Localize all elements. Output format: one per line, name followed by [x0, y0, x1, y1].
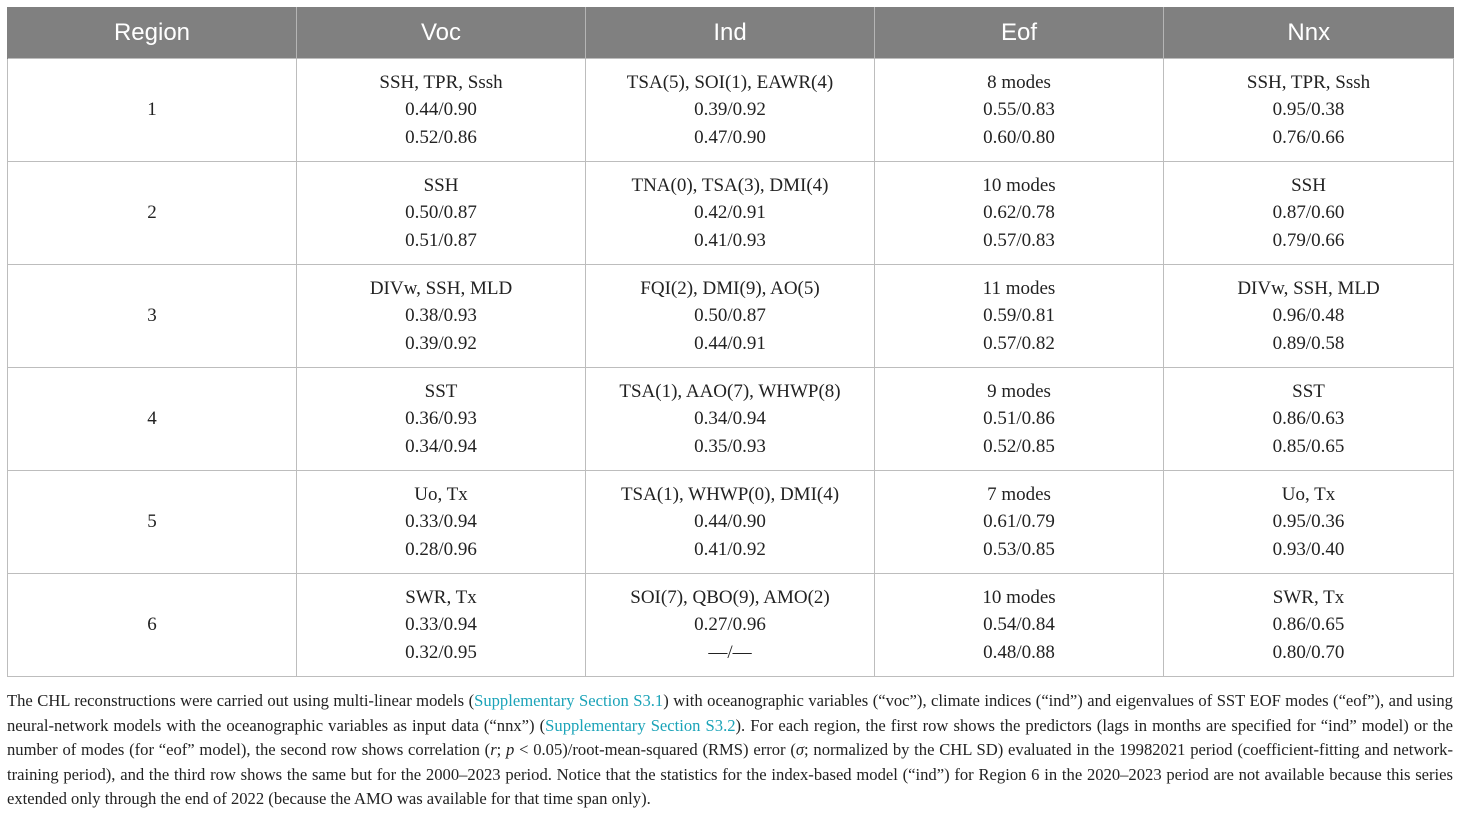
supplementary-link-s3-1[interactable]: Supplementary Section S3.1	[474, 691, 664, 710]
nnx-cell-line: SWR, Tx	[1272, 586, 1345, 608]
ind-cell-line: 0.27/0.96	[694, 614, 766, 636]
ind-cell-line: 0.44/0.91	[694, 332, 766, 354]
ind-cell	[586, 574, 875, 677]
ind-cell-line: TNA(0), TSA(3), DMI(4)	[631, 174, 829, 196]
eof-cell-line: 11 modes	[982, 277, 1056, 299]
voc-cell-line: 0.51/0.87	[405, 229, 477, 251]
ind-cell-line: SOI(7), QBO(9), AMO(2)	[630, 586, 830, 608]
header-region: Region	[8, 7, 297, 59]
eof-cell-line: 0.61/0.79	[983, 511, 1055, 533]
footnote-text: ;	[496, 740, 507, 759]
eof-cell-line: 0.60/0.80	[983, 126, 1055, 148]
eof-cell-line: 0.57/0.83	[983, 229, 1055, 251]
region-cell: 3	[8, 265, 297, 368]
nnx-cell	[1164, 368, 1454, 471]
nnx-cell-line: DIVw, SSH, MLD	[1237, 277, 1380, 299]
voc-cell-line: Uo, Tx	[414, 483, 468, 505]
voc-cell-line: SSH	[423, 174, 459, 196]
table-row	[8, 471, 1454, 574]
voc-cell-line: 0.39/0.92	[405, 332, 477, 354]
eof-cell	[875, 265, 1164, 368]
nnx-cell	[1164, 574, 1454, 677]
eof-cell	[875, 59, 1164, 162]
voc-cell-line: 0.32/0.95	[405, 641, 477, 663]
region-cell: 5	[8, 471, 297, 574]
nnx-cell	[1164, 162, 1454, 265]
eof-cell-line: 0.54/0.84	[983, 614, 1055, 636]
ind-cell-line: 0.41/0.92	[694, 538, 766, 560]
voc-cell-line: DIVw, SSH, MLD	[369, 277, 513, 299]
voc-cell-line: SSH, TPR, Sssh	[379, 71, 503, 93]
footnote-text: ). For each region, the first row shows the predictors (lags in months are specified for “ind” model) or the number of modes (for “eof” model), the second row shows correlation (	[7, 715, 1453, 759]
nnx-cell-line: 0.80/0.70	[1272, 641, 1345, 663]
eof-cell-line: 0.59/0.81	[983, 305, 1055, 327]
eof-cell-line: 0.62/0.78	[983, 202, 1055, 224]
ind-cell-line: TSA(1), WHWP(0), DMI(4)	[620, 483, 840, 505]
eof-cell-line: 0.52/0.85	[983, 435, 1055, 457]
nnx-cell-line: SSH, TPR, Sssh	[1246, 71, 1371, 93]
ind-cell-line: 0.47/0.90	[694, 126, 766, 148]
voc-cell-line: SST	[424, 380, 458, 402]
ind-cell-line: 0.41/0.93	[694, 229, 766, 251]
footnote-text: < 0.05)/root-mean-squared (RMS) error (	[514, 740, 796, 759]
region-cell: 1	[8, 59, 297, 162]
header-ind: Ind	[586, 7, 875, 59]
nnx-cell	[1164, 265, 1454, 368]
ind-cell-line: TSA(1), AAO(7), WHWP(8)	[619, 380, 841, 402]
voc-cell-line: 0.44/0.90	[405, 99, 477, 121]
eof-cell	[875, 162, 1164, 265]
ind-cell-line: 0.34/0.94	[694, 408, 766, 430]
footnote-symbol-r: r	[490, 740, 497, 759]
ind-cell	[586, 471, 875, 574]
region-cell: 4	[8, 368, 297, 471]
footnote-text: The CHL reconstructions were carried out using multi-linear models (	[7, 691, 475, 710]
ind-cell	[586, 265, 875, 368]
header-voc: Voc	[297, 7, 586, 59]
nnx-cell	[1164, 59, 1454, 162]
eof-cell-line: 0.55/0.83	[983, 99, 1055, 121]
voc-cell-line: 0.38/0.93	[405, 305, 477, 327]
eof-cell-line: 0.53/0.85	[983, 538, 1055, 560]
table-row	[8, 265, 1454, 368]
voc-cell-line: SWR, Tx	[405, 586, 477, 608]
table-row	[8, 162, 1454, 265]
ind-cell-line: 0.50/0.87	[694, 305, 766, 327]
eof-cell-line: 10 modes	[982, 586, 1056, 608]
voc-cell-line: 0.28/0.96	[405, 538, 477, 560]
ind-cell-line: TSA(5), SOI(1), EAWR(4)	[626, 71, 834, 93]
nnx-cell-line: SST	[1292, 380, 1325, 402]
region-cell: 6	[8, 574, 297, 677]
table-container	[7, 7, 1453, 677]
nnx-cell-line: 0.86/0.65	[1272, 614, 1345, 636]
nnx-cell-line: 0.96/0.48	[1272, 305, 1345, 327]
nnx-cell-line: 0.86/0.63	[1272, 408, 1345, 430]
eof-cell-line: 0.48/0.88	[983, 641, 1055, 663]
nnx-cell-line: 0.89/0.58	[1272, 332, 1345, 354]
voc-cell-line: 0.33/0.94	[405, 614, 477, 636]
table-row	[8, 368, 1454, 471]
nnx-cell-line: SSH	[1291, 174, 1326, 196]
table-row	[8, 574, 1454, 677]
region-cell: 2	[8, 162, 297, 265]
footnote-text: ; normalized by the CHL SD) evaluated in the 19982021 period (coefficient-fitting and network-training period), and the third row shows the same but for the 2000–2023 period. Notice that the statistics for the index-based model (“ind”) for Region 6 in the 2020–2023 period are not available because this series extended only through the end of 2022 (because the AMO was available for that time span only).	[7, 740, 1453, 808]
footnote-symbol-sigma: σ	[795, 740, 805, 759]
eof-cell-line: 0.57/0.82	[983, 332, 1055, 354]
eof-cell-line: 7 modes	[987, 483, 1051, 505]
voc-cell-line: 0.34/0.94	[405, 435, 477, 457]
ind-cell	[586, 368, 875, 471]
voc-cell	[297, 162, 586, 265]
eof-cell	[875, 574, 1164, 677]
ind-cell-line: —/—	[708, 641, 752, 663]
header-row	[8, 7, 1454, 59]
voc-cell-line: 0.36/0.93	[405, 408, 477, 430]
ind-cell-line: FQI(2), DMI(9), AO(5)	[640, 277, 820, 299]
nnx-cell-line: 0.95/0.36	[1272, 511, 1345, 533]
voc-cell	[297, 574, 586, 677]
table-row	[8, 59, 1454, 162]
supplementary-link-s3-2[interactable]: Supplementary Section S3.2	[545, 715, 736, 735]
header-nnx: Nnx	[1164, 7, 1454, 59]
ind-cell-line: 0.39/0.92	[694, 99, 766, 121]
voc-cell	[297, 59, 586, 162]
results-table	[7, 7, 1454, 677]
voc-cell-line: 0.52/0.86	[405, 126, 477, 148]
eof-cell-line: 0.51/0.86	[983, 408, 1055, 430]
nnx-cell-line: 0.79/0.66	[1272, 229, 1345, 251]
ind-cell-line: 0.42/0.91	[694, 202, 766, 224]
ind-cell	[586, 162, 875, 265]
ind-cell-line: 0.35/0.93	[694, 435, 766, 457]
ind-cell	[586, 59, 875, 162]
voc-cell	[297, 471, 586, 574]
nnx-cell	[1164, 471, 1454, 574]
eof-cell-line: 10 modes	[982, 174, 1056, 196]
nnx-cell-line: 0.76/0.66	[1272, 126, 1345, 148]
nnx-cell-line: 0.95/0.38	[1272, 99, 1345, 121]
table-footnote	[7, 689, 1453, 812]
ind-cell-line: 0.44/0.90	[694, 511, 766, 533]
nnx-cell-line: 0.85/0.65	[1272, 435, 1345, 457]
header-eof: Eof	[875, 7, 1164, 59]
voc-cell	[297, 368, 586, 471]
eof-cell-line: 8 modes	[987, 71, 1051, 93]
footnote-symbol-p: p	[506, 740, 515, 759]
eof-cell	[875, 471, 1164, 574]
voc-cell-line: 0.50/0.87	[405, 202, 477, 224]
nnx-cell-line: 0.93/0.40	[1272, 538, 1345, 560]
nnx-cell-line: Uo, Tx	[1281, 483, 1336, 505]
eof-cell-line: 9 modes	[987, 380, 1051, 402]
voc-cell-line: 0.33/0.94	[405, 511, 477, 533]
voc-cell	[297, 265, 586, 368]
eof-cell	[875, 368, 1164, 471]
nnx-cell-line: 0.87/0.60	[1272, 202, 1345, 224]
footnote-text: ) with oceanographic variables (“voc”), climate indices (“ind”) and eigenvalues of SST EOF modes (“eof”), and using neural-network models with the oceanographic variables as input data (“nnx”) (	[7, 691, 1453, 735]
